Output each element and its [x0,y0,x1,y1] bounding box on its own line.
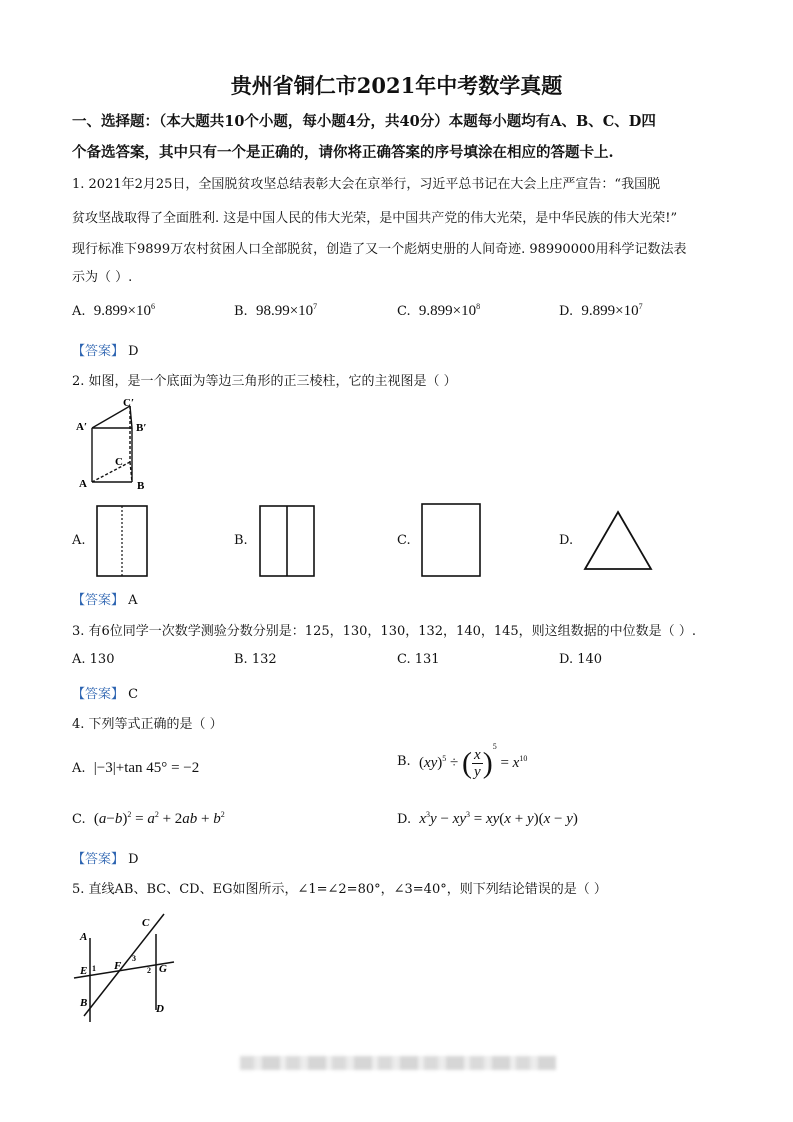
label-c: C [115,456,123,468]
q2-answer: 【答案】 A [72,593,138,608]
q3-answer: 【答案】 C [72,687,139,702]
label-b-prime: B′ [136,422,147,434]
q3-option-b[interactable]: B. 132 [234,652,277,667]
q1-answer: 【答案】 D [72,344,139,359]
label-angle-1: 1 [92,964,96,973]
label-angle-2: 2 [147,966,151,975]
q1-option-d[interactable]: D. $9.899\times 10^7$ [559,302,643,319]
q1-option-b[interactable]: B. $98.99\times 10^7$ [234,302,318,319]
q2-option-b-figure[interactable] [258,504,316,578]
q4-option-b[interactable]: B. (xy)$^5$ ÷ ( $\frac{x}{y}$ )$^5 = x^{10}$ [397,742,528,781]
q4-option-c[interactable]: C. $(a-b)^2 = a^2 + 2ab + b^2$ [72,810,225,827]
q1-line-2: 贫攻坚战取得了全面胜利. 这是中国人民的伟大光荣，是中国共产党的伟大光荣，是中华民族的伟大光荣!” [72,211,678,226]
label-d: D [156,1003,164,1015]
q4-question-text: 4. 下列等式正确的是（ ） [72,717,223,732]
label-b: B [137,480,145,492]
section-heading-line-2: 个备选答案，其中只有一个是正确的，请你将正确答案的序号填涂在相应的答题卡上. [72,144,614,161]
q4-answer: 【答案】 D [72,852,139,867]
q4-option-a[interactable]: A. |−3|+tan 45° = −2 [72,760,200,776]
q3-option-c[interactable]: C. 131 [397,652,440,667]
q5-question-text: 5. 直线AB、BC、CD、EG如图所示，∠1=∠2=80°，∠3=40°，则下列结论错误的是（ ） [72,882,607,897]
q2-prism-figure [70,394,170,494]
blurred-watermark [240,1056,556,1070]
q2-option-a-figure[interactable] [95,504,149,578]
q3-option-a[interactable]: A. 130 [72,652,115,667]
page-title: 贵州省铜仁市2021年中考数学真题 [230,73,563,98]
q2-option-d-label[interactable]: D. [559,533,574,548]
q2-option-a-label[interactable]: A. [72,533,86,548]
label-f: F [114,960,122,972]
section-heading-line-1: 一、选择题：（本大题共10个小题，每小题4分，共40分）本题每小题均有A、B、C、D四 [72,113,656,130]
q1-option-a[interactable]: A. $9.899\times 10^6$ [72,302,156,319]
q1-option-c[interactable]: C. $9.899\times 10^8$ [397,302,481,319]
q3-option-d[interactable]: D. 140 [559,652,603,667]
label-a: A [79,478,87,490]
label-a: A [80,931,88,943]
q5-lines-figure [70,912,180,1030]
q1-line-1: 1. 2021年2月25日，全国脱贫攻坚总结表彰大会在京举行，习近平总书记在大会上庄严宣告：“我国脱 [72,177,661,192]
label-angle-3: 3 [132,954,136,963]
q2-option-c-figure[interactable] [420,502,482,578]
label-a-prime: A′ [76,421,88,433]
label-c-prime: C′ [123,397,135,409]
q2-option-c-label[interactable]: C. [397,533,411,548]
label-c: C [142,917,150,929]
q1-line-3: 现行标准下9899万农村贫困人口全部脱贫，创造了又一个彪炳史册的人间奇迹. 98990000用科学记数法表 [72,242,687,257]
label-g: G [159,963,167,975]
label-e: E [80,965,88,977]
q1-line-4: 示为（ ）. [72,270,133,285]
q4-option-d[interactable]: D. $x^3y - xy^3 = xy(x + y)(x - y)$ [397,810,578,827]
label-b: B [80,997,88,1009]
q3-question-text: 3. 有6位同学一次数学测验分数分别是：125，130，130，132，140，145，则这组数据的中位数是（ ）. [72,624,696,639]
q2-question-text: 2. 如图，是一个底面为等边三角形的正三棱柱，它的主视图是（ ） [72,374,457,389]
q2-option-b-label[interactable]: B. [234,533,248,548]
q2-option-d-figure[interactable] [582,508,654,572]
